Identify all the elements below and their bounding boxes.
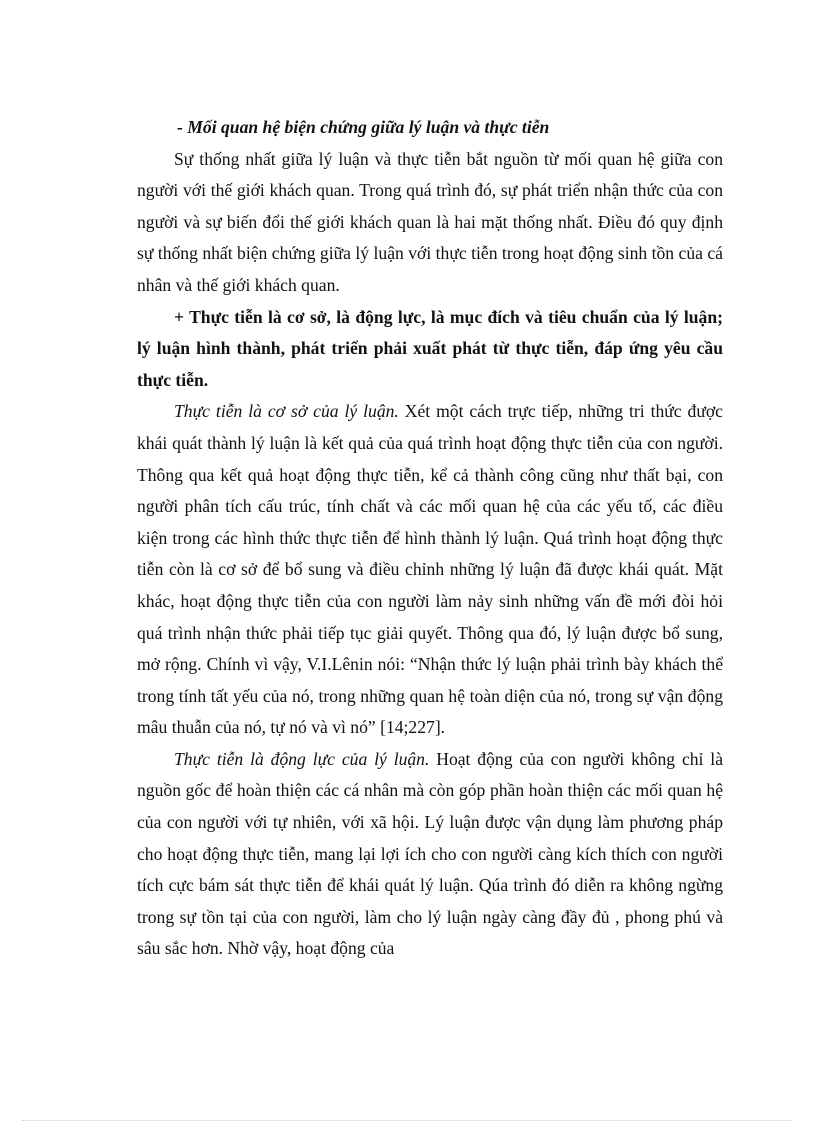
paragraph-basis-body: Xét một cách trực tiếp, những tri thức được khái quát thành lý luận là kết quả của quá trình hoạt động thực tiễn của con người. Thông qua kết quả hoạt động thực tiễn, kể cả thành công cũng như thất bại, con người phân tích cấu trúc, tính chất và các mối quan hệ của các yếu tố, các điều kiện trong các hình thức thực tiễn để hình thành lý luận. Quá trình hoạt động thực tiễn còn là cơ sở để bổ sung và điều chỉnh những lý luận đã được khái quát. Mặt khác, hoạt động thực tiễn của con người làm nảy sinh những vấn đề mới đòi hỏi quá trình nhận thức phải tiếp tục giải quyết. Thông qua đó, lý luận được bổ sung, mở rộng. Chính vì vậy, V.I.Lênin nói: “Nhận thức lý luận phải trình bày khách thể trong tính tất yếu của nó, trong những quan hệ toàn diện của nó, trong sự vận động mâu thuẫn của nó, tự nó và vì nó” [14;227]. [137, 401, 723, 738]
paragraph-unity: Sự thống nhất giữa lý luận và thực tiễn bắt nguồn từ mối quan hệ giữa con người với thế giới khách quan. Trong quá trình đó, sự phát triển nhận thức của con người và sự biến đổi thế giới khách quan là hai mặt thống nhất. Điều đó quy định sự thống nhất biện chứng giữa lý luận với thực tiễn trong hoạt động sinh tồn của cá nhân và thế giới khách quan. [137, 148, 723, 295]
paragraph-basis-lead: Thực tiễn là cơ sở của lý luận. [174, 401, 399, 422]
paragraph-motive-body: Hoạt động của con người không chỉ là nguồn gốc để hoàn thiện các cá nhân mà còn góp phần hoàn thiện các mối quan hệ của con người với tự nhiên, với xã hội. Lý luận được vận dụng làm phương pháp cho hoạt động thực tiễn, mang lại lợi ích cho con người càng kích thích con người tích cực bám sát thực tiễn để khái quát lý luận. Qúa trình đó diễn ra không ngừng trong sự tồn tại của con người, làm cho lý luận ngày càng đầy đủ , phong phú và sâu sắc hơn. Nhờ vậy, hoạt động của [137, 748, 723, 959]
paragraph-basis [137, 396, 723, 744]
section-heading: - Mối quan hệ biện chứng giữa lý luận và thực tiễn [177, 117, 550, 137]
page-bottom-divider [22, 1120, 792, 1121]
paragraph-motive [137, 744, 723, 965]
document-body [137, 112, 723, 965]
paragraph-motive-lead: Thực tiễn là động lực của lý luận. [174, 748, 430, 769]
paragraph-principle: + Thực tiễn là cơ sở, là động lực, là mục đích và tiêu chuẩn của lý luận; lý luận hình thành, phát triển phải xuất phát từ thực tiễn, đáp ứng yêu cầu thực tiễn. [137, 306, 723, 390]
